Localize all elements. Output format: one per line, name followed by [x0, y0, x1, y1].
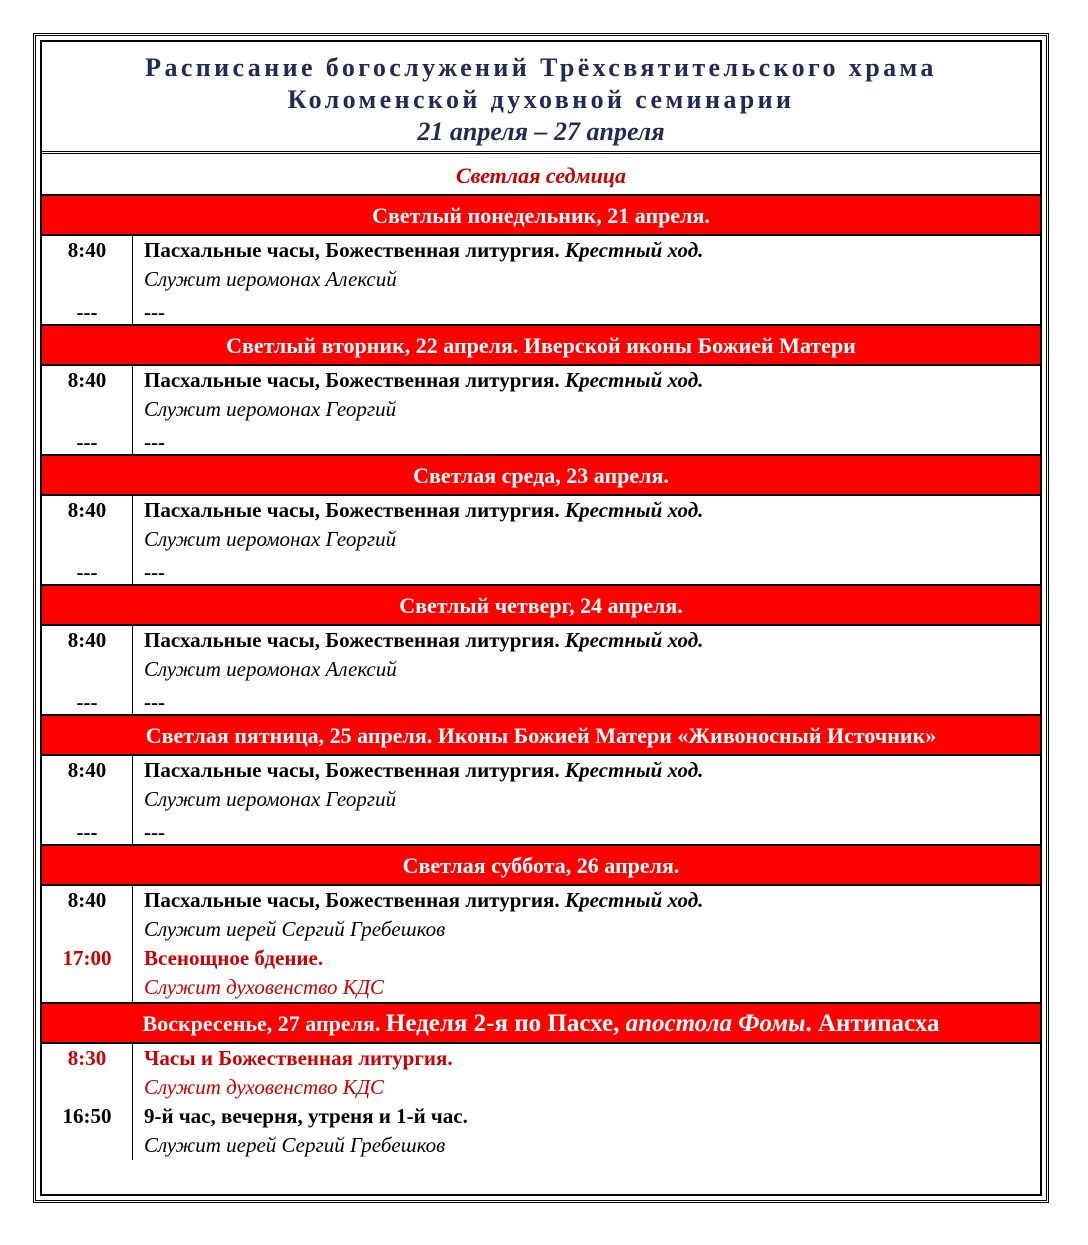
service-priest: Служит иерей Сергий Гребешков	[144, 1133, 446, 1157]
dash-time: ---	[76, 560, 98, 584]
text-column	[133, 366, 1040, 454]
day-services	[42, 886, 1040, 1004]
text-column	[133, 496, 1040, 584]
day-heading-feast: Иконы Божией Матери «Живоносный Источник»	[437, 723, 937, 748]
service-time: 8:40	[67, 628, 107, 652]
service-time: 16:50	[62, 1104, 112, 1128]
service-time: 8:40	[67, 888, 107, 912]
schedule-body	[42, 156, 1040, 1194]
service-title: Часы и Божественная литургия.	[144, 1046, 453, 1070]
service-title: Пасхальные часы, Божественная литургия.	[144, 498, 560, 522]
service-priest: Служит иеромонах Георгий	[144, 527, 397, 551]
dash-text: ---	[144, 820, 165, 844]
schedule-frame	[33, 33, 1049, 1203]
service-procession: Крестный ход.	[564, 238, 704, 262]
dash-text: ---	[144, 690, 165, 714]
service-time: 8:30	[67, 1046, 107, 1070]
time-column	[42, 886, 133, 1002]
time-column	[42, 236, 133, 324]
service-line	[144, 886, 1040, 915]
day-heading	[42, 716, 1040, 756]
schedule-inner-border	[40, 40, 1042, 1196]
week-title: Светлая седмица	[42, 156, 1040, 196]
service-procession: Крестный ход.	[564, 368, 704, 392]
text-column	[133, 1044, 1040, 1160]
service-title: 9-й час, вечерня, утреня и 1-й час.	[144, 1104, 468, 1128]
day-services	[42, 496, 1040, 586]
time-spacer	[42, 1131, 132, 1160]
day-heading-date: Светлая суббота, 26 апреля.	[402, 853, 680, 878]
time-spacer	[42, 655, 132, 684]
schedule-header	[42, 42, 1040, 154]
service-line	[144, 626, 1040, 655]
service-title: Пасхальные часы, Божественная литургия.	[144, 628, 560, 652]
dash-text: ---	[144, 560, 165, 584]
day-services	[42, 236, 1040, 326]
service-title: Пасхальные часы, Божественная литургия.	[144, 758, 560, 782]
service-procession: Крестный ход.	[564, 888, 704, 912]
text-column	[133, 236, 1040, 324]
dash-time: ---	[76, 430, 98, 454]
day-heading-date: Светлый понедельник, 21 апреля.	[372, 203, 710, 228]
time-column	[42, 626, 133, 714]
dash-time: ---	[76, 690, 98, 714]
day-heading-apostle: апостола Фомы	[625, 1010, 806, 1037]
day-heading-antipascha: . Антипасха	[805, 1010, 940, 1037]
service-time: 17:00	[62, 946, 112, 970]
time-spacer	[42, 915, 132, 944]
service-procession: Крестный ход.	[564, 758, 704, 782]
title-line-2: Коломенской духовной семинарии	[287, 85, 795, 114]
dash-time: ---	[76, 820, 98, 844]
service-title: Пасхальные часы, Божественная литургия.	[144, 238, 560, 262]
day-heading	[42, 456, 1040, 496]
day-heading-date: Светлый четверг, 24 апреля.	[399, 593, 683, 618]
date-range: 21 апреля – 27 апреля	[417, 117, 665, 146]
day-heading	[42, 1004, 1040, 1044]
day-heading-week: Неделя 2-я по Пасхе,	[385, 1010, 620, 1037]
service-priest: Служит духовенство КДС	[144, 1075, 385, 1099]
service-priest: Служит иеромонах Георгий	[144, 397, 397, 421]
service-line	[144, 756, 1040, 785]
service-priest: Служит иеромонах Алексий	[144, 267, 397, 291]
time-spacer	[42, 525, 132, 554]
service-procession: Крестный ход.	[564, 498, 704, 522]
text-column	[133, 626, 1040, 714]
day-heading	[42, 586, 1040, 626]
time-column	[42, 756, 133, 844]
time-column	[42, 496, 133, 584]
service-title: Пасхальные часы, Божественная литургия.	[144, 368, 560, 392]
service-title: Пасхальные часы, Божественная литургия.	[144, 888, 560, 912]
day-heading-date: Светлая пятница, 25 апреля.	[145, 723, 433, 748]
day-services	[42, 756, 1040, 846]
day-heading	[42, 326, 1040, 366]
service-time: 8:40	[67, 758, 107, 782]
service-time: 8:40	[67, 498, 107, 522]
day-services	[42, 626, 1040, 716]
dash-time: ---	[76, 300, 98, 324]
time-column	[42, 366, 133, 454]
time-spacer	[42, 1073, 132, 1102]
day-heading	[42, 196, 1040, 236]
service-priest: Служит иерей Сергий Гребешков	[144, 917, 446, 941]
time-column	[42, 1044, 133, 1160]
day-heading-date: Светлая среда, 23 апреля.	[413, 463, 669, 488]
day-heading	[42, 846, 1040, 886]
dash-text: ---	[144, 300, 165, 324]
title-line-1: Расписание богослужений Трёхсвятительского храма	[145, 53, 937, 82]
service-line	[144, 236, 1040, 265]
service-priest: Служит духовенство КДС	[144, 975, 385, 999]
service-time: 8:40	[67, 238, 107, 262]
service-time: 8:40	[67, 368, 107, 392]
time-spacer	[42, 785, 132, 814]
service-priest: Служит иеромонах Георгий	[144, 787, 397, 811]
day-heading-feast: Иверской иконы Божией Матери	[523, 333, 856, 358]
text-column	[133, 886, 1040, 1002]
service-line	[144, 496, 1040, 525]
day-services	[42, 1044, 1040, 1160]
day-services	[42, 366, 1040, 456]
service-line	[144, 366, 1040, 395]
day-heading-date: Светлый вторник, 22 апреля.	[226, 333, 519, 358]
day-heading-feast	[386, 1010, 940, 1037]
time-spacer	[42, 973, 132, 1002]
text-column	[133, 756, 1040, 844]
time-spacer	[42, 395, 132, 424]
dash-text: ---	[144, 430, 165, 454]
service-title: Всенощное бдение.	[144, 946, 324, 970]
time-spacer	[42, 265, 132, 294]
day-heading-date: Воскресенье, 27 апреля.	[142, 1011, 381, 1036]
service-priest: Служит иеромонах Алексий	[144, 657, 397, 681]
service-procession: Крестный ход.	[564, 628, 704, 652]
